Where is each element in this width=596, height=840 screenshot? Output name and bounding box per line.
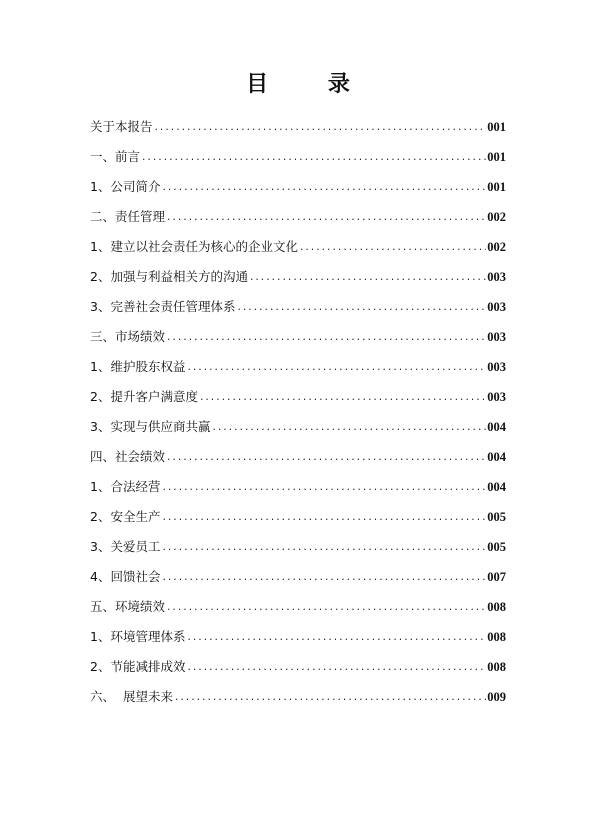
toc-entry-page: 003 — [487, 390, 506, 404]
toc-entry-label: 1、建立以社会责任为核心的企业文化 — [90, 239, 298, 254]
toc-entry-page: 004 — [487, 450, 506, 464]
dot-leader — [174, 683, 486, 713]
toc-entry[interactable] — [90, 142, 506, 172]
dot-leader — [154, 113, 487, 143]
toc-entry[interactable] — [90, 382, 506, 412]
toc-entry[interactable] — [90, 472, 506, 502]
toc-entry-label: 1、合法经营 — [90, 479, 161, 494]
dot-leader — [161, 173, 486, 203]
toc-entry[interactable] — [90, 262, 506, 292]
dot-leader — [161, 533, 486, 563]
toc-entry[interactable] — [90, 562, 506, 592]
toc-entry-page: 008 — [487, 600, 506, 614]
toc-entry-label: 二、责任管理 — [90, 209, 166, 224]
dot-leader — [186, 623, 486, 653]
toc-entry-page: 003 — [487, 360, 506, 374]
toc-entry-label: 五、环境绩效 — [90, 599, 166, 614]
toc-entry[interactable] — [90, 352, 506, 382]
toc-entry-page: 003 — [487, 330, 506, 344]
toc-entry[interactable] — [90, 292, 506, 322]
toc-entry-page: 001 — [487, 120, 506, 134]
toc-entry-page: 001 — [487, 180, 506, 194]
toc-entry-page: 005 — [487, 510, 506, 524]
toc-entry-label: 2、安全生产 — [90, 509, 161, 524]
toc-entry[interactable] — [90, 172, 506, 202]
dot-leader — [236, 293, 486, 323]
toc-entry[interactable] — [90, 322, 506, 352]
toc-entry-label: 2、提升客户满意度 — [90, 389, 198, 404]
toc-entry-page: 004 — [487, 480, 506, 494]
dot-leader — [161, 563, 486, 593]
toc-entry-page: 007 — [487, 570, 506, 584]
toc-entry[interactable] — [90, 502, 506, 532]
toc-entry-page: 008 — [487, 660, 506, 674]
dot-leader — [186, 353, 486, 383]
toc-entry[interactable] — [90, 652, 506, 682]
toc-entry-label: 四、社会绩效 — [90, 449, 166, 464]
toc-entry-label: 4、回馈社会 — [90, 569, 161, 584]
toc-entry-label: 1、公司简介 — [90, 179, 161, 194]
dot-leader — [166, 443, 486, 473]
toc-entry[interactable] — [90, 112, 506, 142]
toc-entry[interactable] — [90, 232, 506, 262]
dot-leader — [199, 383, 486, 413]
toc-entry-label: 2、加强与利益相关方的沟通 — [90, 269, 248, 284]
dot-leader — [166, 323, 486, 353]
dot-leader — [141, 143, 486, 173]
toc-entry-label: 2、节能减排成效 — [90, 659, 186, 674]
toc-entry-page: 002 — [487, 240, 506, 254]
page-title: 目 录 — [246, 72, 376, 97]
toc-entry-label: 3、关爱员工 — [90, 539, 161, 554]
toc-entry[interactable] — [90, 412, 506, 442]
toc-entry-page: 009 — [487, 690, 506, 704]
toc-entry-label: 1、维护股东权益 — [90, 359, 186, 374]
dot-leader — [299, 233, 486, 263]
toc-entry-page: 001 — [487, 150, 506, 164]
toc-entry-label: 一、前言 — [90, 149, 141, 164]
dot-leader — [161, 473, 486, 503]
toc-entry[interactable] — [90, 622, 506, 652]
toc-entry-page: 004 — [487, 420, 506, 434]
toc-entry-label: 三、市场绩效 — [90, 329, 166, 344]
toc-entry[interactable] — [90, 442, 506, 472]
toc-entry[interactable] — [90, 592, 506, 622]
toc-entry[interactable] — [90, 682, 506, 712]
dot-leader — [161, 503, 486, 533]
dot-leader — [249, 263, 486, 293]
toc-entry-label: 3、实现与供应商共赢 — [90, 419, 211, 434]
dot-leader — [166, 203, 486, 233]
toc-entry-label: 3、完善社会责任管理体系 — [90, 299, 236, 314]
dot-leader — [186, 653, 486, 683]
toc-entry-page: 008 — [487, 630, 506, 644]
toc-entry-label: 1、环境管理体系 — [90, 629, 186, 644]
toc-entry-page: 003 — [487, 270, 506, 284]
toc-entry[interactable] — [90, 202, 506, 232]
toc-entry[interactable] — [90, 532, 506, 562]
dot-leader — [211, 413, 486, 443]
toc-entry-page: 002 — [487, 210, 506, 224]
toc-entry-page: 005 — [487, 540, 506, 554]
toc-entry-label: 六、 展望未来 — [90, 689, 173, 704]
toc-entry-label: 关于本报告 — [90, 119, 153, 134]
dot-leader — [166, 593, 486, 623]
toc-entry-page: 003 — [487, 300, 506, 314]
table-of-contents — [90, 112, 506, 712]
